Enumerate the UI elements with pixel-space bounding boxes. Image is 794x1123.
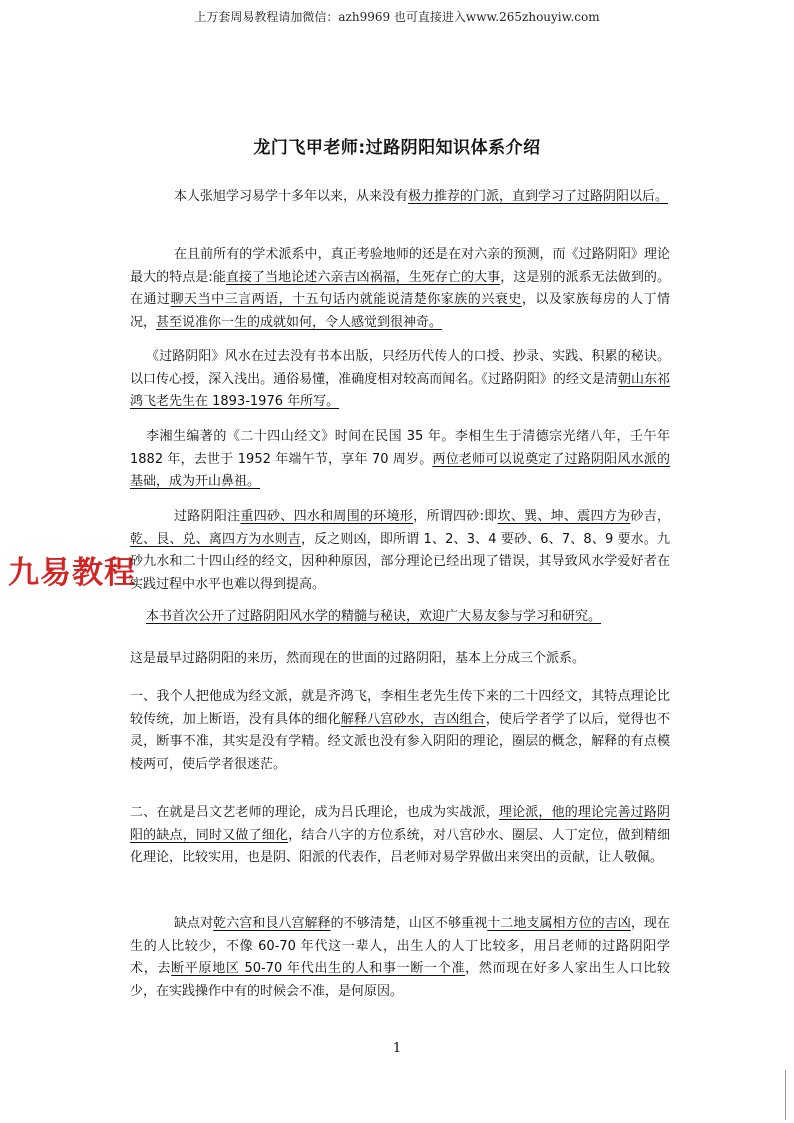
underlined-text: 解释八宫砂水，吉凶组合: [340, 711, 486, 727]
underlined-text: 十二地支属相方位的吉凶: [487, 916, 631, 931]
text-span: 在且前所有的学术派系中，真正考验地师的还是在对六亲的预测，而《过路阴阳》理论最大的特点是:能: [130, 247, 670, 285]
paragraph-founders: [130, 426, 670, 494]
text-span: 《过路阴阳》风水在过去没有书本出版，只经历代传人的口授、抄录、实践、积累的秘诀。以口传心授，深入浅出。通俗易懂，准确度相对较高而闻名。《过路阴阳》的经文是清: [130, 349, 670, 387]
paragraph-three-schools: [130, 648, 670, 671]
paragraph-history: [130, 346, 670, 414]
paragraph-features: [130, 244, 670, 334]
text-span: 过路阴阳注: [174, 509, 241, 524]
text-span: 缺点对: [174, 916, 214, 931]
underlined-text: 理论派，他的理论完善过路阴阳的缺点，同时又做了细化: [130, 805, 670, 843]
watermark-text: 九易教程: [8, 555, 136, 591]
text-span: ，现在生的人比较少，不像 60-70 年代这一辈人，出生人的人丁比较多，用吕老师的过路阴阳学术，去: [130, 916, 670, 976]
text-span: ，反之则凶，即所谓 1、2、3、4 要砂、6、7、8、9 要水。九砂九水和二十四山经的经文，因种种原因，部分理论已经出现了错误，其导致风水学爱好者在实践过程中水平也难以得到提高。: [130, 531, 670, 592]
scan-edge-line: [785, 1070, 786, 1120]
underlined-text: 聊天当中三言两语，十五句话内就能说清楚你家族的兴衰史: [170, 292, 522, 307]
underlined-text: 两位老师可以说奠定了过路阴阳风水派的基础，成为开山鼻祖。: [130, 451, 670, 489]
underlined-text: 甚至说准你一生的成就如何，令人感觉到很神奇。: [156, 314, 443, 330]
text-span: ，使后学者学了以后，觉得也不灵，断事不准，其实是没有学精。经文派也没有参入阴阳的理论，圈层的概念，解释的有点模棱两可，使后学者很迷茫。: [130, 711, 670, 772]
underlined-text: 乾六宫和艮八宫解释: [213, 916, 331, 931]
text-span: 李湘生编著的《二十四山经文》时间在民国 35 年。李相生生于清德宗光绪八年，壬午年 1882 年，去世于 1952 年端午节，享年 70 周岁。: [130, 429, 670, 467]
text-span: ，所谓四砂:即: [413, 509, 498, 524]
document-title: 龙门飞甲老师:过路阴阳知识体系介绍: [253, 138, 541, 158]
text-span: ，这是别的派系无法做到的。在通过: [130, 269, 670, 307]
underlined-text: 乾、艮、兑、离四方为水则吉: [130, 531, 301, 547]
text-span: ，以及家族每房的人丁情况，: [130, 292, 670, 330]
paragraph-book-intro: [130, 606, 670, 629]
page-number: 1: [392, 1041, 402, 1056]
underlined-text: 直接了当地论述六亲吉凶祸福，生死存亡的大事: [225, 269, 501, 285]
text-span: 砂吉，: [630, 509, 670, 524]
text-span: 本人张旭学习易学十多年以来，从来没有: [174, 189, 409, 204]
text-span: 的不够清楚，山区不够重视: [330, 916, 488, 931]
underlined-text: 极力推荐的门派，直到学习了过路阴阳以后。: [408, 189, 669, 204]
underlined-text: 重四砂、四水和周围的环境形: [240, 509, 414, 524]
text-span: ，然而现在好多人家出生人口比较少，在实践操作中有的时候会不准，是何原因。: [130, 961, 670, 999]
paragraph-school-one: [130, 686, 670, 776]
text-span: 这是最早过路阴阳的来历，然而现在的世面的过路阴阳，基本上分成三个派系。: [130, 651, 586, 666]
paragraph-shortcomings: [130, 913, 670, 1003]
page-header-ad: 上万套周易教程请加微信：azh9969 也可直接进入www.265zhouyiw.com: [194, 10, 600, 24]
paragraph-school-two: [130, 802, 670, 870]
underlined-text: 本书首次公开了过路阴阳风水学的精髓与秘诀，欢迎广大易友参与学习和研究。: [146, 609, 602, 624]
paragraph-four-sand: [130, 506, 670, 596]
text-span: 一、我个人把他成为经文派，就是齐鸿飞，李相生老先生传下来的二十四经文，其特点理论比较传统，加上断语，没有具体的细化: [130, 689, 670, 727]
text-span: 二、在就是吕文艺老师的理论，成为吕氏理论，也成为实战派，: [130, 805, 499, 820]
paragraph-intro: [130, 186, 670, 209]
text-span: ，结合八字的方位系统，对八宫砂水、圈层、人丁定位，做到精细化理论，比较实用，也是阴、阳派的代表作，吕老师对易学界做出来突出的贡献，让人敬佩。: [130, 827, 670, 865]
underlined-text: 断平原地区 50-70 年代出生的人和事一断一个准: [171, 961, 466, 976]
underlined-text: 坎、巽、坤、震四方为: [497, 509, 631, 524]
underlined-text: 朝山东祁鸿飞老先生在 1893-1976 年所写。: [130, 371, 670, 409]
